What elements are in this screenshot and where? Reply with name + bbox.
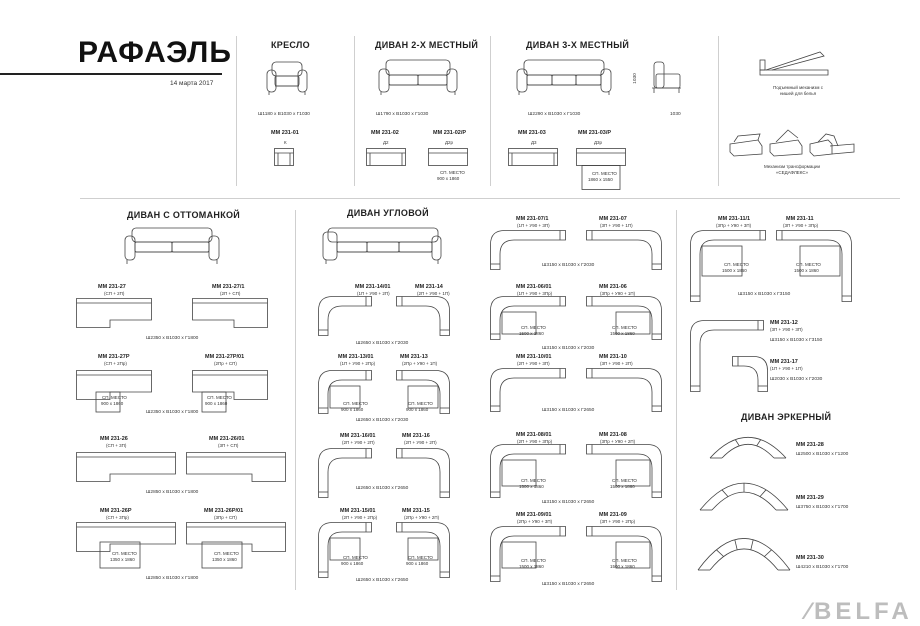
- divider: [490, 36, 491, 186]
- bed-label: СП. МЕСТО: [724, 262, 749, 267]
- bed-size: 1500 х 1860: [519, 564, 544, 569]
- ottoman-plan: [76, 452, 176, 482]
- bed-size: 900 х 1860: [341, 561, 364, 566]
- corner-sofa-drawing: [322, 224, 442, 266]
- bed-size: 900 х 1860: [341, 407, 364, 412]
- bed-size: 1500 х 1860: [610, 564, 635, 569]
- divider: [236, 36, 237, 186]
- bed-label: СП. МЕСТО: [521, 478, 546, 483]
- bed-label: СП. МЕСТО: [592, 171, 617, 176]
- ottoman-dims: Ш2850 х В1030 х Г1800: [146, 490, 199, 495]
- corner-dims: Ш2030 х В1030 х Г2030: [770, 377, 823, 382]
- section-title-corner: ДИВАН УГЛОВОЙ: [347, 208, 429, 218]
- corner-sub: (2П + У90 + 3П): [517, 361, 550, 366]
- page-title: РАФАЭЛЬ: [78, 36, 232, 69]
- corner-code: ММ 231-06: [599, 284, 627, 290]
- corner-sub: (1П + У90 + 3П): [517, 223, 550, 228]
- corner-code: ММ 231-13: [400, 354, 428, 360]
- divan2-dims: Ш1790 х В1030 х Г1030: [376, 112, 429, 117]
- divan2-code-a: ММ 231-02: [371, 130, 399, 136]
- sofa2-bed-plan: [428, 148, 468, 166]
- erker-plan: [696, 530, 792, 572]
- sofa2-plan: [366, 148, 406, 166]
- corner-code: ММ 231-09/01: [516, 512, 552, 518]
- corner-sub: (3П + У90 + 2Пр): [600, 519, 636, 524]
- ottoman-sub: (СП + 3Пр): [106, 515, 129, 520]
- ottoman-code: ММ 231-26/01: [209, 436, 245, 442]
- bed-label: СП. МЕСТО: [612, 325, 637, 330]
- ottoman-bed-plan: [186, 522, 286, 570]
- divan3-dims: Ш2290 х В1030 х Г1030: [528, 112, 581, 117]
- kreslo-code: ММ 231-01: [271, 130, 299, 136]
- corner-dims: Ш3150 х В1030 х Г3150: [770, 338, 823, 343]
- bed-label: СП. МЕСТО: [207, 395, 232, 400]
- bed-size: 1500 х 1860: [610, 484, 635, 489]
- ottoman-bed-plan: [192, 370, 268, 414]
- bed-size: 900 х 1860: [205, 401, 228, 406]
- bed-size: 900 х 1860: [406, 561, 429, 566]
- section-title-divan3: ДИВАН 3-Х МЕСТНЫЙ: [526, 40, 630, 50]
- corner-sub: (1П + У90 + 3Пр): [517, 291, 553, 296]
- corner-sub: (3П + У90 + 1П): [600, 223, 633, 228]
- brand-slash-icon: ⁄: [806, 598, 815, 625]
- bed-label: СП. МЕСТО: [102, 395, 127, 400]
- divider: [718, 36, 719, 186]
- divan3-code-b: ММ 231-03/Р: [578, 130, 612, 136]
- erker-code: ММ 231-28: [796, 442, 824, 448]
- corner-code: ММ 231-09: [599, 512, 627, 518]
- corner-code: ММ 231-07: [599, 216, 627, 222]
- bed-label: СП. МЕСТО: [796, 262, 821, 267]
- corner-code: ММ 231-16: [402, 433, 430, 439]
- section-title-ottoman: ДИВАН С ОТТОМАНКОЙ: [127, 210, 241, 220]
- corner-sub: (2П + У90 + 2П): [342, 440, 375, 445]
- kreslo-sub: К: [284, 140, 287, 145]
- corner-sub: (2Пр + У90 + 3П): [517, 519, 553, 524]
- ottoman-plan: [186, 452, 286, 482]
- section-title-erker: ДИВАН ЭРКЕРНЫЙ: [741, 412, 832, 422]
- bed-label: СП. МЕСТО: [343, 555, 368, 560]
- corner-sub: (3П + У90 + 3П): [770, 327, 803, 332]
- ottoman-dims: Ш2350 х В1030 х Г1800: [146, 410, 199, 415]
- bed-label: СП. МЕСТО: [521, 558, 546, 563]
- erker-code: ММ 231-30: [796, 555, 824, 561]
- bed-label: СП. МЕСТО: [521, 325, 546, 330]
- divan3-code-a: ММ 231-03: [518, 130, 546, 136]
- ottoman-code: ММ 231-27/1: [212, 284, 245, 290]
- sofa3-plan: [508, 148, 558, 166]
- bed-size: 1500 х 1860: [794, 268, 819, 273]
- brand-name: BELFA: [814, 598, 913, 625]
- ottoman-code: ММ 231-26Р: [100, 508, 132, 514]
- corner-sub: (3Пр + У90 + 1П): [600, 291, 636, 296]
- ottoman-sub: (СП + 2П): [104, 291, 125, 296]
- ottoman-code: ММ 231-27Р: [98, 354, 130, 360]
- armchair-plan: [274, 148, 294, 166]
- sofa3-side-drawing: [650, 60, 682, 96]
- corner-sub: (3Пр + У90 + 3П): [716, 223, 752, 228]
- divan3-sub-a: Д3: [531, 140, 537, 145]
- section-title-divan2: ДИВАН 2-Х МЕСТНЫЙ: [375, 40, 479, 50]
- sofa2-drawing: [378, 58, 458, 96]
- ottoman-bed-plan: [76, 370, 152, 414]
- title-underline: [0, 73, 222, 75]
- ottoman-dims: Ш2350 х В1030 х Г1800: [146, 336, 199, 341]
- corner-plan: [490, 368, 566, 412]
- bed-label: СП. МЕСТО: [408, 401, 433, 406]
- sofa3-drawing: [516, 58, 612, 96]
- corner-dims: Ш3150 х В1030 х Г2030: [542, 263, 595, 268]
- corner-dims: Ш2650 х В1030 х Г2030: [356, 341, 409, 346]
- corner-sub: (2Пр + У90 + 1П): [402, 361, 438, 366]
- corner-code: ММ 231-11: [786, 216, 814, 222]
- bed-size: 1500 х 1860: [722, 268, 747, 273]
- lift-mechanism-icon: [758, 48, 834, 78]
- bed-label: СП. МЕСТО: [408, 555, 433, 560]
- corner-dims: Ш2650 х В1030 х Г2650: [356, 486, 409, 491]
- bed-size: 1350 х 1860: [110, 557, 135, 562]
- erker-plan: [708, 432, 788, 460]
- corner-plan: [490, 526, 566, 582]
- corner-code: ММ 231-16/01: [340, 433, 376, 439]
- ottoman-sub: (3П + СП): [218, 443, 239, 448]
- corner-plan: [586, 230, 662, 270]
- bed-size: 900 х 1860: [437, 176, 460, 181]
- ottoman-code: ММ 231-27Р/01: [205, 354, 245, 360]
- ottoman-bed-plan: [76, 522, 176, 570]
- corner-code: ММ 231-07/1: [516, 216, 549, 222]
- corner-code: ММ 231-08: [599, 432, 627, 438]
- corner-dims: Ш2650 х В1030 х Г2030: [356, 418, 409, 423]
- corner-sub: (3П + У90 + 3Пр): [783, 223, 819, 228]
- erker-dims: Ш3750 х В1030 х Г1700: [796, 505, 849, 510]
- corner-code: ММ 231-10: [599, 354, 627, 360]
- sofa3-bed-plan: [576, 148, 626, 192]
- corner-plan: [396, 296, 450, 336]
- ottoman-code: ММ 231-27: [98, 284, 126, 290]
- ottoman-sub: (СП + 3П): [106, 443, 127, 448]
- corner-code: ММ 231-12: [770, 320, 798, 326]
- corner-sub: (3Пр + У90 + 2П): [600, 439, 636, 444]
- fold-mechanism-icons: [728, 126, 856, 160]
- corner-dims: Ш3150 х В1030 х Г2650: [542, 408, 595, 413]
- corner-plan: [586, 444, 662, 498]
- corner-dims: Ш2650 х В1030 х Г2650: [356, 578, 409, 583]
- ottoman-sofa-drawing: [124, 226, 220, 266]
- ottoman-sub: (2П + СП): [220, 291, 241, 296]
- bed-size: 900 х 1860: [101, 401, 124, 406]
- corner-dims: Ш3150 х В1030 х Г2650: [542, 582, 595, 587]
- divan3-side-v: 1030: [632, 73, 638, 84]
- bed-label: СП. МЕСТО: [343, 401, 368, 406]
- corner-dims: Ш3150 х В1030 х Г2030: [542, 346, 595, 351]
- corner-sub: (1П + У90 + 1П): [770, 366, 803, 371]
- divider: [354, 36, 355, 186]
- page-date: 14 марта 2017: [170, 80, 214, 87]
- bed-label: СП. МЕСТО: [112, 551, 137, 556]
- divider: [676, 210, 677, 590]
- bed-size: 900 х 1860: [406, 407, 429, 412]
- corner-plan: [586, 526, 662, 582]
- erker-dims: Ш4210 х В1030 х Г1700: [796, 565, 849, 570]
- bed-label: СП. МЕСТО: [214, 551, 239, 556]
- corner-code: ММ 231-08/01: [516, 432, 552, 438]
- corner-code: ММ 231-06/01: [516, 284, 552, 290]
- erker-plan: [698, 476, 790, 512]
- kreslo-dims: Ш1180 х В1030 х Г1030: [258, 112, 310, 117]
- corner-code: ММ 231-15: [402, 508, 430, 514]
- bed-size: 1500 х 1860: [519, 331, 544, 336]
- brand-logo: [806, 598, 913, 626]
- corner-plan: [732, 356, 768, 392]
- erker-code: ММ 231-29: [796, 495, 824, 501]
- corner-code: ММ 231-17: [770, 359, 798, 365]
- armchair-drawing: [266, 60, 308, 96]
- corner-sub: (1П + У90 + 2П): [357, 291, 390, 296]
- corner-sub: (2Пр + У90 + 2П): [404, 515, 440, 520]
- divan2-code-b: ММ 231-02/Р: [433, 130, 467, 136]
- corner-plan: [396, 522, 450, 578]
- fold-mechanism-text: Механизм трансформации «СЕДАФЛЕКС»: [763, 164, 821, 175]
- bed-label: СП. МЕСТО: [612, 478, 637, 483]
- bed-size: 1860 х 1550: [588, 177, 613, 182]
- corner-plan: [318, 522, 372, 578]
- divan2-sub-a: Д2: [383, 140, 389, 145]
- ottoman-sub: (2Пр + СП): [214, 361, 237, 366]
- erker-dims: Ш2500 х В1030 х Г1200: [796, 452, 849, 457]
- ottoman-code: ММ 231-26: [100, 436, 128, 442]
- ottoman-plan: [76, 298, 152, 328]
- divider: [80, 198, 900, 199]
- lift-mechanism-text: Подъемный механизм с нишей для белья: [773, 85, 823, 96]
- bed-size: 1500 х 1860: [519, 484, 544, 489]
- corner-code: ММ 231-15/01: [340, 508, 376, 514]
- corner-sub: (2П + У90 + 2П): [404, 440, 437, 445]
- corner-sub: (2П + У90 + 2Пр): [342, 515, 378, 520]
- section-title-kreslo: КРЕСЛО: [271, 40, 310, 50]
- corner-code: ММ 231-14/01: [355, 284, 391, 290]
- corner-sub: (3П + У90 + 2П): [600, 361, 633, 366]
- corner-code: ММ 231-13/01: [338, 354, 374, 360]
- ottoman-sub: (СП + 2Пр): [104, 361, 127, 366]
- corner-code: ММ 231-11/1: [718, 216, 751, 222]
- corner-sub: (2П + У90 + 3Пр): [517, 439, 553, 444]
- bed-label: СП. МЕСТО: [440, 170, 465, 175]
- corner-plan: [490, 444, 566, 498]
- corner-sub: (2П + У90 + 1П): [417, 291, 450, 296]
- ottoman-dims: Ш2850 х В1030 х Г1800: [146, 576, 199, 581]
- bed-size: 1350 х 1860: [212, 557, 237, 562]
- divider: [295, 210, 296, 590]
- ottoman-code: ММ 231-26Р/01: [204, 508, 244, 514]
- ottoman-plan: [192, 298, 268, 328]
- divan3-side-h: 1030: [670, 112, 681, 117]
- corner-code: ММ 231-14: [415, 284, 443, 290]
- bed-label: СП. МЕСТО: [612, 558, 637, 563]
- ottoman-sub: (3Пр + СП): [214, 515, 237, 520]
- corner-plan: [586, 368, 662, 412]
- corner-dims: Ш3150 х В1030 х Г3150: [738, 292, 791, 297]
- corner-dims: Ш3150 х В1030 х Г2650: [542, 500, 595, 505]
- corner-sub: (1П + У90 + 2Пр): [340, 361, 376, 366]
- divan3-sub-b: Д3р: [594, 140, 603, 145]
- corner-plan: [318, 296, 372, 336]
- bed-size: 1500 х 1860: [610, 331, 635, 336]
- corner-code: ММ 231-10/01: [516, 354, 552, 360]
- divan2-sub-b: Д2р: [445, 140, 454, 145]
